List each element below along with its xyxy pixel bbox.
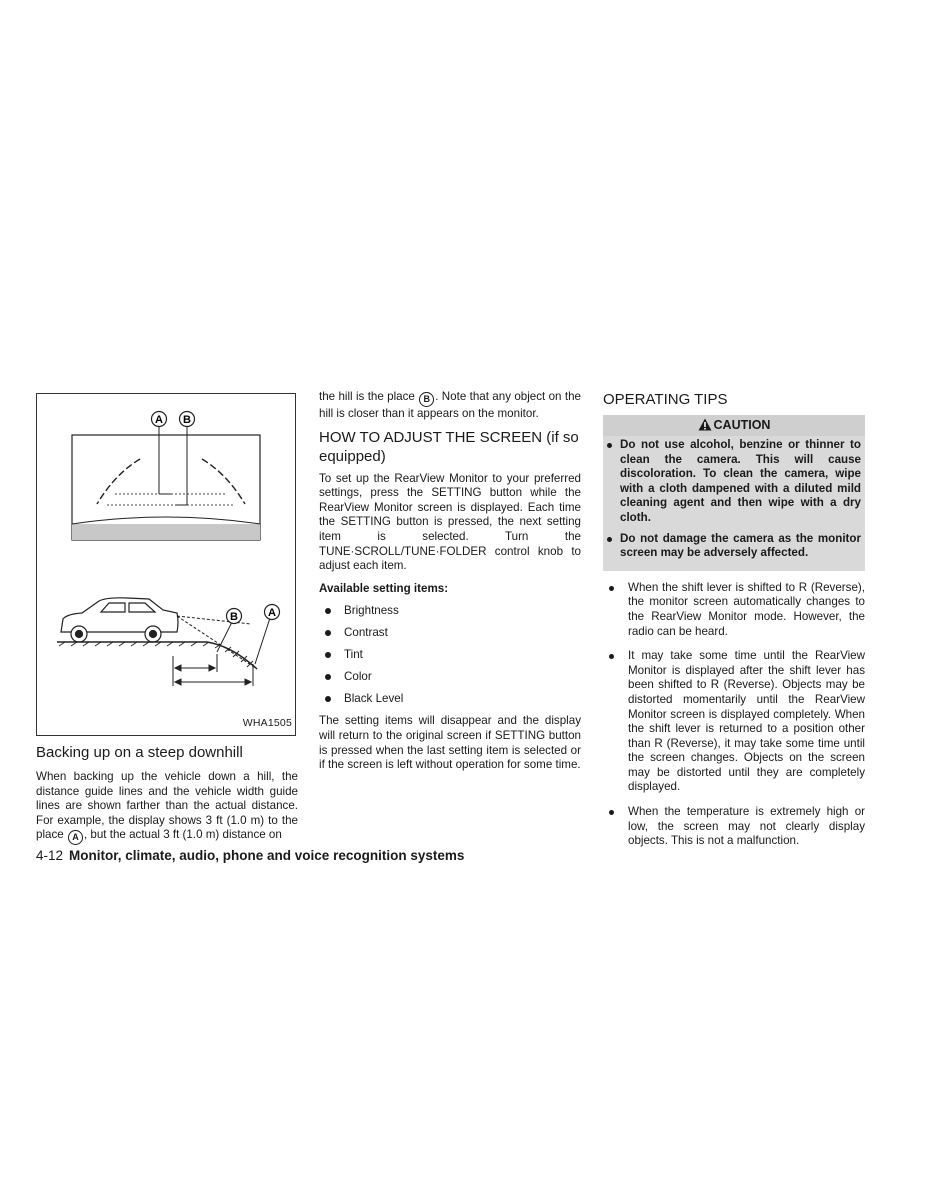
- adjust-intro-paragraph: To set up the RearView Monitor to your preferred settings, press the SETTING button while the RearView Monitor screen is displayed. Each time the SETTING button is pressed, the next setting item is selected. Turn the TUNE·SCROLL/TUNE·FOLDER control knob to adjust each item.: [319, 471, 581, 573]
- ground-slope: [57, 642, 257, 669]
- marker-a-inline: A: [68, 830, 83, 845]
- marker-b-label-bottom: B: [230, 611, 238, 623]
- column-right: [603, 390, 865, 859]
- rearview-figure: [36, 393, 296, 736]
- caution-list: [607, 438, 861, 561]
- bumper-band: [72, 524, 260, 540]
- setting-item-contrast: Contrast: [319, 622, 581, 644]
- marker-a-leader-bottom: [255, 618, 270, 664]
- warning-triangle-icon: [698, 418, 712, 431]
- setting-items-list: [319, 600, 581, 710]
- downhill-text-post: , but the actual 3 ft (1.0 m) distance on: [83, 828, 282, 842]
- car-illustration: [61, 598, 178, 642]
- caution-box: [603, 415, 865, 571]
- page-number: 4-12: [36, 848, 64, 863]
- caution-label: CAUTION: [713, 418, 771, 432]
- continuation-text-post: . Note that any object on the hill is closer than it appears on the monitor.: [319, 390, 581, 420]
- chapter-title: Monitor, climate, audio, phone and voice recognition systems: [69, 848, 465, 863]
- tips-list: [603, 581, 865, 849]
- downhill-paragraph: [36, 770, 298, 845]
- setting-item-brightness: Brightness: [319, 600, 581, 622]
- tip-item-temperature: When the temperature is extremely high or low, the screen may not clearly display objects. This is not a malfunction.: [603, 805, 865, 849]
- caution-item-damage: Do not damage the camera as the monitor screen may be adversely affected.: [607, 532, 861, 561]
- downhill-text-pre: When backing up the vehicle down a hill, the distance guide lines and the vehicle width guide lines are shown farther than the actual distance. For example, the display shows 3 ft (1.0 m) to the place: [36, 770, 298, 842]
- setting-item-tint: Tint: [319, 644, 581, 666]
- caution-header: [603, 415, 865, 436]
- tip-item-display-delay: It may take some time until the RearView Monitor is displayed after the shift lever has been shifted to R (Reverse). Objects may be distorted momentarily until the RearView Monitor screen is displayed completely. When the shift lever is returned to a position other than R (Reverse), it may take some time until the screen changes. Objects on the screen may be distorted until they are completely displayed.: [603, 649, 865, 795]
- continuation-text-pre: the hill is the place: [319, 390, 415, 403]
- marker-a-label-bottom: A: [268, 607, 276, 619]
- continuation-paragraph: [319, 390, 581, 422]
- setting-item-black-level: Black Level: [319, 688, 581, 710]
- figure-illustration: [37, 394, 297, 737]
- setting-items-subhead: Available setting items:: [319, 581, 449, 595]
- tip-item-shift-lever: When the shift lever is shifted to R (Reverse), the monitor screen automatically changes to the RearView Monitor mode. However, the radio can be heard.: [603, 581, 865, 639]
- figure-heading: Backing up on a steep downhill: [36, 744, 243, 761]
- column-left: [36, 393, 298, 845]
- caution-item-cleaning: Do not use alcohol, benzine or thinner to clean the camera. This will cause discoloration. To clean the camera, wipe with a cloth dampened with a diluted mild cleaning agent and then wipe with a dry cloth.: [607, 438, 861, 526]
- settings-closing-paragraph: The setting items will disappear and the display will return to the original screen if SETTING button is pressed when the last setting item is selected or if the screen is left without operation for some time.: [319, 714, 581, 772]
- setting-item-color: Color: [319, 666, 581, 688]
- marker-b-inline: B: [419, 392, 434, 407]
- page-footer: [36, 847, 464, 865]
- operating-tips-heading: OPERATING TIPS: [603, 391, 728, 408]
- column-middle: [319, 390, 581, 773]
- figure-code: WHA1505: [242, 717, 292, 730]
- marker-b-label-top: B: [183, 414, 191, 426]
- marker-a-label-top: A: [155, 414, 163, 426]
- adjust-screen-heading: HOW TO ADJUST THE SCREEN (if so equipped): [319, 428, 579, 465]
